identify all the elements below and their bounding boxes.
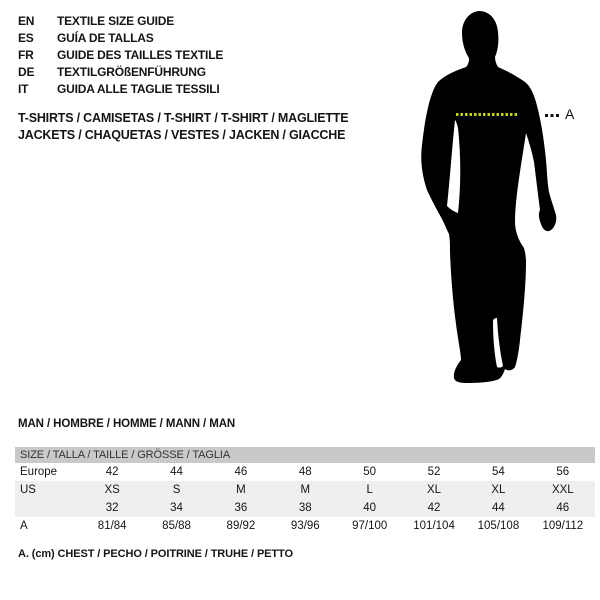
table-cell: XL xyxy=(427,484,442,496)
man-silhouette-figure xyxy=(405,0,600,400)
table-cell: S xyxy=(172,484,181,496)
language-row xyxy=(18,47,223,64)
table-cell: 42 xyxy=(427,502,441,514)
measure-pointer-dashes xyxy=(545,114,562,117)
table-cell: 89/92 xyxy=(226,520,256,532)
language-label: GUIDE DES TAILLES TEXTILE xyxy=(57,48,224,62)
table-cell: 97/100 xyxy=(352,520,388,532)
table-cell: 34 xyxy=(170,502,183,514)
row-label: A xyxy=(20,520,28,532)
man-silhouette-icon xyxy=(405,0,600,400)
table-cell: XS xyxy=(104,484,120,496)
table-cell: 44 xyxy=(170,466,183,478)
table-cell: XL xyxy=(491,484,506,496)
size-table-header: SIZE / TALLA / TAILLE / GRÖSSE / TAGLIA xyxy=(15,447,595,463)
language-row xyxy=(18,13,223,30)
table-cell: M xyxy=(300,484,311,496)
language-code: FR xyxy=(18,48,34,62)
language-label: TEXTILE SIZE GUIDE xyxy=(57,14,175,28)
table-cell: 38 xyxy=(298,502,312,514)
table-cell: 105/108 xyxy=(477,520,520,532)
row-label: Europe xyxy=(20,466,58,478)
row-label: US xyxy=(20,484,36,496)
table-cell: 56 xyxy=(556,466,570,478)
category-line-tshirts: T-SHIRTS / CAMISETAS / T-SHIRT / T-SHIRT / MAGLIETTE xyxy=(18,111,349,125)
table-cell: L xyxy=(366,484,373,496)
measurement-footnote: A. (cm) CHEST / PECHO / POITRINE / TRUHE / PETTO xyxy=(18,548,293,560)
table-row-us-numeric xyxy=(15,499,595,517)
language-label: GUÍA DE TALLAS xyxy=(57,31,154,45)
row-label xyxy=(15,499,80,517)
size-table xyxy=(15,447,595,535)
section-title-man: MAN / HOMBRE / HOMME / MANN / MAN xyxy=(18,418,236,430)
table-cell: 85/88 xyxy=(162,520,191,532)
table-cell: 36 xyxy=(234,502,248,514)
chest-measure-dashed-line xyxy=(456,113,519,116)
table-cell: 42 xyxy=(105,466,119,478)
table-cell: 81/84 xyxy=(97,520,127,532)
language-row xyxy=(18,64,223,81)
language-row xyxy=(18,81,223,98)
language-code: DE xyxy=(18,65,35,79)
table-row-us xyxy=(15,481,595,499)
language-label: GUIDA ALLE TAGLIE TESSILI xyxy=(57,82,220,96)
category-line-jackets: JACKETS / CHAQUETAS / VESTES / JACKEN / GIACCHE xyxy=(18,128,346,142)
table-cell: 46 xyxy=(556,502,570,514)
table-cell: 48 xyxy=(298,466,312,478)
table-cell: 40 xyxy=(363,502,377,514)
table-row-europe xyxy=(15,463,595,481)
table-cell: 50 xyxy=(363,466,377,478)
table-cell: M xyxy=(236,484,246,496)
table-cell: 54 xyxy=(492,466,505,478)
language-code: ES xyxy=(18,31,34,45)
table-row-chest-a xyxy=(15,517,595,535)
table-cell: 109/112 xyxy=(542,520,584,532)
language-guide xyxy=(18,13,223,98)
language-code: IT xyxy=(18,82,29,96)
table-cell: 101/104 xyxy=(413,520,455,532)
table-cell: 44 xyxy=(492,502,505,514)
table-cell: 52 xyxy=(427,466,441,478)
table-cell: 93/96 xyxy=(290,520,320,532)
language-row xyxy=(18,30,223,47)
table-cell: XXL xyxy=(551,484,574,496)
table-cell: 32 xyxy=(105,502,119,514)
language-code: EN xyxy=(18,14,35,28)
measure-label-a: A xyxy=(565,106,575,122)
category-lines xyxy=(18,110,348,144)
table-cell: 46 xyxy=(234,466,248,478)
language-label: TEXTILGRÖßENFÜHRUNG xyxy=(57,65,206,79)
